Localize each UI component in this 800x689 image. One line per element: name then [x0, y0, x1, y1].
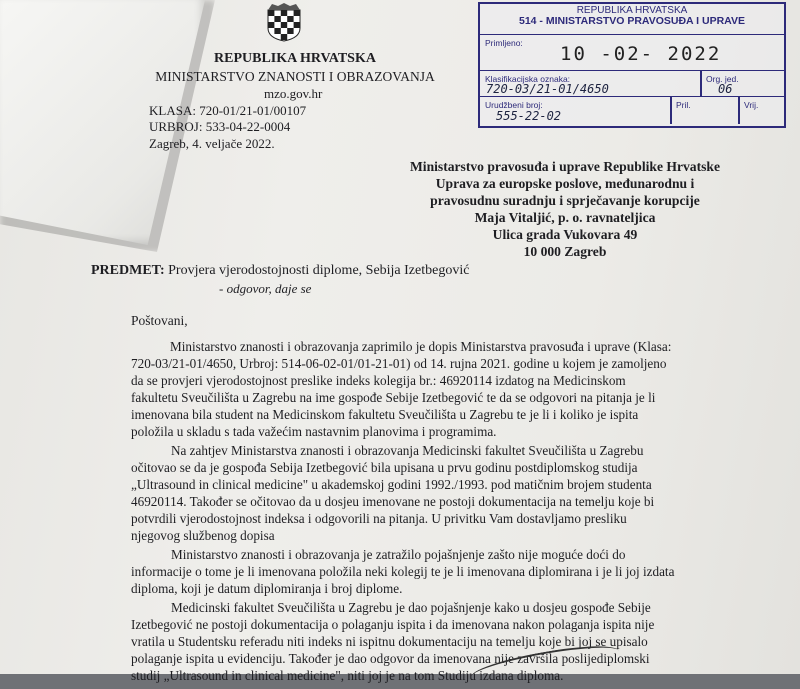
body-line: očitovao se da je gospođa Sebija Izetbegović bila upisana u prvu godinu postdiplomskog studija: [131, 460, 638, 475]
body-line: potvrdili vjerodostojnost indeksa i odgovorili na pitanja. U privitku Vam dostavljamo presliku: [131, 511, 627, 526]
stamp-divider: [738, 96, 740, 124]
letterhead-republic: REPUBLIKA HRVATSKA: [214, 51, 376, 66]
stamp-org-value: 06: [718, 82, 733, 96]
stamp-class-label: Klasifikacijska oznaka:: [485, 74, 571, 84]
coat-of-arms-icon: [262, 2, 306, 42]
body-line: vratila u Studentsku referadu niti indeks ni ispitnu dokumentaciju na temelju koje bi joj se upisalo: [131, 634, 648, 649]
body-line: 46920114. Također se očitovao da u dosjeu imenovane ne postoji dokumentacija na temelju koje bi: [131, 494, 655, 509]
klasa-line: KLASA: 720-01/21-01/00107: [149, 103, 307, 118]
stamp-received-label: Primljeno:: [485, 38, 523, 48]
stamp-urud-value: 555-22-02: [496, 109, 562, 123]
body-line: da se provjeri vjerodostojnost preslike indeks kolegija br.: 46920114 izdatog na Medicinskom: [131, 373, 626, 388]
stamp-vrij-label: Vrij.: [744, 100, 759, 110]
body-line: Na zahtjev Ministarstva znanosti i obrazovanja Medicinski fakultet Sveučilišta u Zagrebu: [171, 443, 644, 458]
recipient-line: Maja Vitaljić, p. o. ravnateljica: [474, 210, 656, 225]
recipient-line: 10 000 Zagreb: [523, 244, 607, 259]
body-line: 720-03/21-01/4650, Urbroj: 514-06-02-01/01-21-01) od 14. rujna 2021. godine u kojem je zamoljeno: [131, 356, 667, 371]
stamp-received-date: 10 -02- 2022: [560, 43, 722, 65]
recipient-line: Ministarstvo pravosuđa i uprave Republike Hrvatske: [409, 159, 721, 174]
body-line: studij „Ultrasound in clinical medicine", niti joj je na tom Studiju izdana diploma.: [131, 668, 564, 683]
body-line: fakultetu Sveučilišta u Zagrebu na ime gospođe Sebije Izetbegović te da se odgovori na pitanja je li: [131, 390, 656, 405]
stamp-org-label: Org. jed.: [706, 74, 739, 84]
stamp-divider: [700, 70, 702, 96]
stamp-office: 514 - MINISTARSTVO PRAVOSUĐA I UPRAVE: [519, 15, 745, 27]
subject-label: PREDMET:: [91, 263, 165, 278]
body-line: njegovog službenog dopisa: [131, 528, 275, 543]
body-line: Izetbegović ne postoji dokumentacija o polaganju ispita i da imenovana nakon polaganja ispita nije: [131, 617, 655, 632]
recipient-line: Ulica grada Vukovara 49: [492, 227, 638, 242]
recipient-line: Uprava za europske poslove, međunarodnu i: [435, 176, 695, 191]
recipient-line: pravosudnu suradnju i sprječavanje korupcije: [430, 193, 700, 208]
urbroj-line: URBROJ: 533-04-22-0004: [149, 119, 291, 134]
stamp-divider: [670, 96, 672, 124]
stamp-top: REPUBLIKA HRVATSKA: [576, 5, 688, 16]
body-line: informacije o tome je li imenovana položila neki kolegij te je li imenovana diplomirana i je li joj izdata: [131, 564, 675, 579]
subject-subline: - odgovor, daje se: [219, 281, 312, 296]
body-line: Medicinski fakultet Sveučilišta u Zagrebu je dao pojašnjenje kako u dosjeu gospođe Sebije: [171, 600, 651, 615]
body-line: Ministarstvo znanosti i obrazovanja je zatražilo pojašnjenje zašto nije moguće doći do: [171, 547, 626, 562]
stamp-class-value: 720-03/21-01/4650: [486, 82, 609, 96]
subject-text: Provjera vjerodostojnosti diplome, Sebija Izetbegović: [168, 263, 470, 278]
subject-line: [91, 263, 469, 279]
body-line: Ministarstvo znanosti i obrazovanja zaprimilo je dopis Ministarstva pravosuđa i uprave (Klasa:: [170, 339, 672, 354]
place-date-line: Zagreb, 4. veljače 2022.: [149, 136, 275, 151]
stamp-urud-label: Urudžbeni broj:: [485, 100, 543, 110]
body-line: diploma, koji je datum diplomiranja i broj diplome.: [131, 581, 403, 596]
stamp-pril-label: Pril.: [676, 100, 691, 110]
letterhead-ministry: MINISTARSTVO ZNANOSTI I OBRAZOVANJA: [155, 69, 435, 84]
body-line: polaganje ispita u evidenciju. Također je dao odgovor da imenovana nije završila poslijediplomski: [131, 651, 650, 666]
letterhead-website: mzo.gov.hr: [264, 86, 323, 101]
received-stamp: [478, 2, 786, 128]
body-line: „Ultrasound in clinical medicine" u akademskoj godini 1992./1993. pod matičnim brojem studenta: [131, 477, 652, 492]
body-line: imenovana bila student na Medicinskom fakultetu Sveučilišta u Zagrebu te je li i koliko je ispita: [131, 407, 639, 422]
greeting: Poštovani,: [131, 313, 188, 328]
body-line: položila u skladu s tada važećim nastavnim planovima i programima.: [131, 424, 497, 439]
